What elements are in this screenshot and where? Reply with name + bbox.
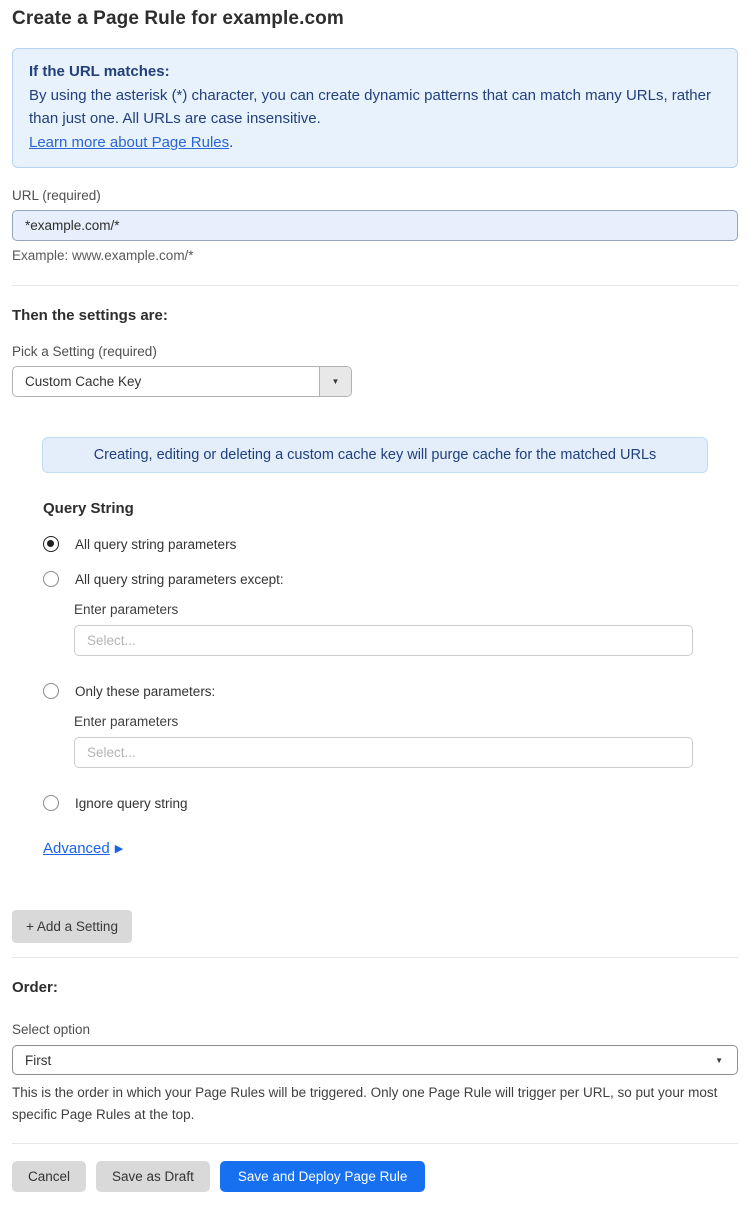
order-select-label: Select option: [12, 1022, 91, 1037]
url-field-label: URL (required): [12, 188, 101, 203]
pick-setting-label: Pick a Setting (required): [12, 344, 157, 359]
caret-right-icon: ▶: [114, 843, 124, 855]
except-parameters-input[interactable]: [74, 625, 693, 656]
radio-option-all-params[interactable]: [43, 536, 738, 552]
only-params-subfield: [74, 714, 738, 768]
radio-label: Only these parameters:: [75, 683, 216, 699]
radio-icon[interactable]: [43, 795, 59, 811]
order-description: This is the order in which your Page Rules will be triggered. Only one Page Rule will trigger per URL, so put your most specific Page Rules at the top.: [12, 1085, 718, 1122]
setting-select[interactable]: [12, 366, 352, 397]
order-select[interactable]: [12, 1045, 738, 1075]
order-section-heading: Order:: [12, 979, 58, 996]
radio-icon[interactable]: [43, 571, 59, 587]
radio-option-only-these[interactable]: [43, 683, 738, 699]
info-box-heading: If the URL matches:: [29, 63, 170, 80]
cache-key-notice: Creating, editing or deleting a custom cache key will purge cache for the matched URLs: [42, 437, 708, 473]
enter-parameters-label: Enter parameters: [74, 602, 179, 617]
save-and-deploy-button[interactable]: Save and Deploy Page Rule: [220, 1161, 426, 1192]
divider: [12, 1143, 738, 1144]
footer-action-bar: [12, 1161, 738, 1192]
divider: [12, 285, 738, 286]
only-parameters-input[interactable]: [74, 737, 693, 768]
chevron-down-icon[interactable]: ▼: [319, 367, 351, 396]
info-box-body: By using the asterisk (*) character, you can create dynamic patterns that can match many URLs, rather than just one. All URLs are case insensitive. Learn more about Page Rules.: [29, 86, 711, 151]
query-string-section: [43, 500, 738, 858]
link-period: .: [229, 133, 234, 151]
url-example-hint: Example: www.example.com/*: [12, 248, 194, 263]
save-as-draft-button[interactable]: Save as Draft: [96, 1161, 210, 1192]
enter-parameters-label: Enter parameters: [74, 714, 179, 729]
advanced-link-label: Advanced: [43, 840, 110, 857]
url-input[interactable]: [12, 210, 738, 241]
radio-icon[interactable]: [43, 683, 59, 699]
url-match-info-box: [12, 48, 738, 168]
radio-label: All query string parameters: [75, 536, 237, 552]
radio-option-ignore-query[interactable]: [43, 795, 738, 811]
except-params-subfield: [74, 602, 738, 656]
setting-select-value: Custom Cache Key: [25, 374, 142, 389]
add-setting-button[interactable]: + Add a Setting: [12, 910, 132, 943]
cancel-button[interactable]: Cancel: [12, 1161, 86, 1192]
radio-icon[interactable]: [43, 536, 59, 552]
learn-more-link[interactable]: Learn more about Page Rules: [29, 133, 230, 151]
advanced-link[interactable]: [43, 840, 123, 857]
page-title: Create a Page Rule for example.com: [12, 8, 344, 29]
radio-option-all-except[interactable]: [43, 571, 738, 587]
order-select-value: First: [25, 1052, 52, 1068]
chevron-down-icon: ▼: [715, 1055, 723, 1065]
radio-label: All query string parameters except:: [75, 571, 284, 587]
query-string-heading: Query String: [43, 500, 134, 517]
settings-section-heading: Then the settings are:: [12, 307, 168, 324]
divider: [12, 957, 738, 958]
radio-label: Ignore query string: [75, 795, 188, 811]
